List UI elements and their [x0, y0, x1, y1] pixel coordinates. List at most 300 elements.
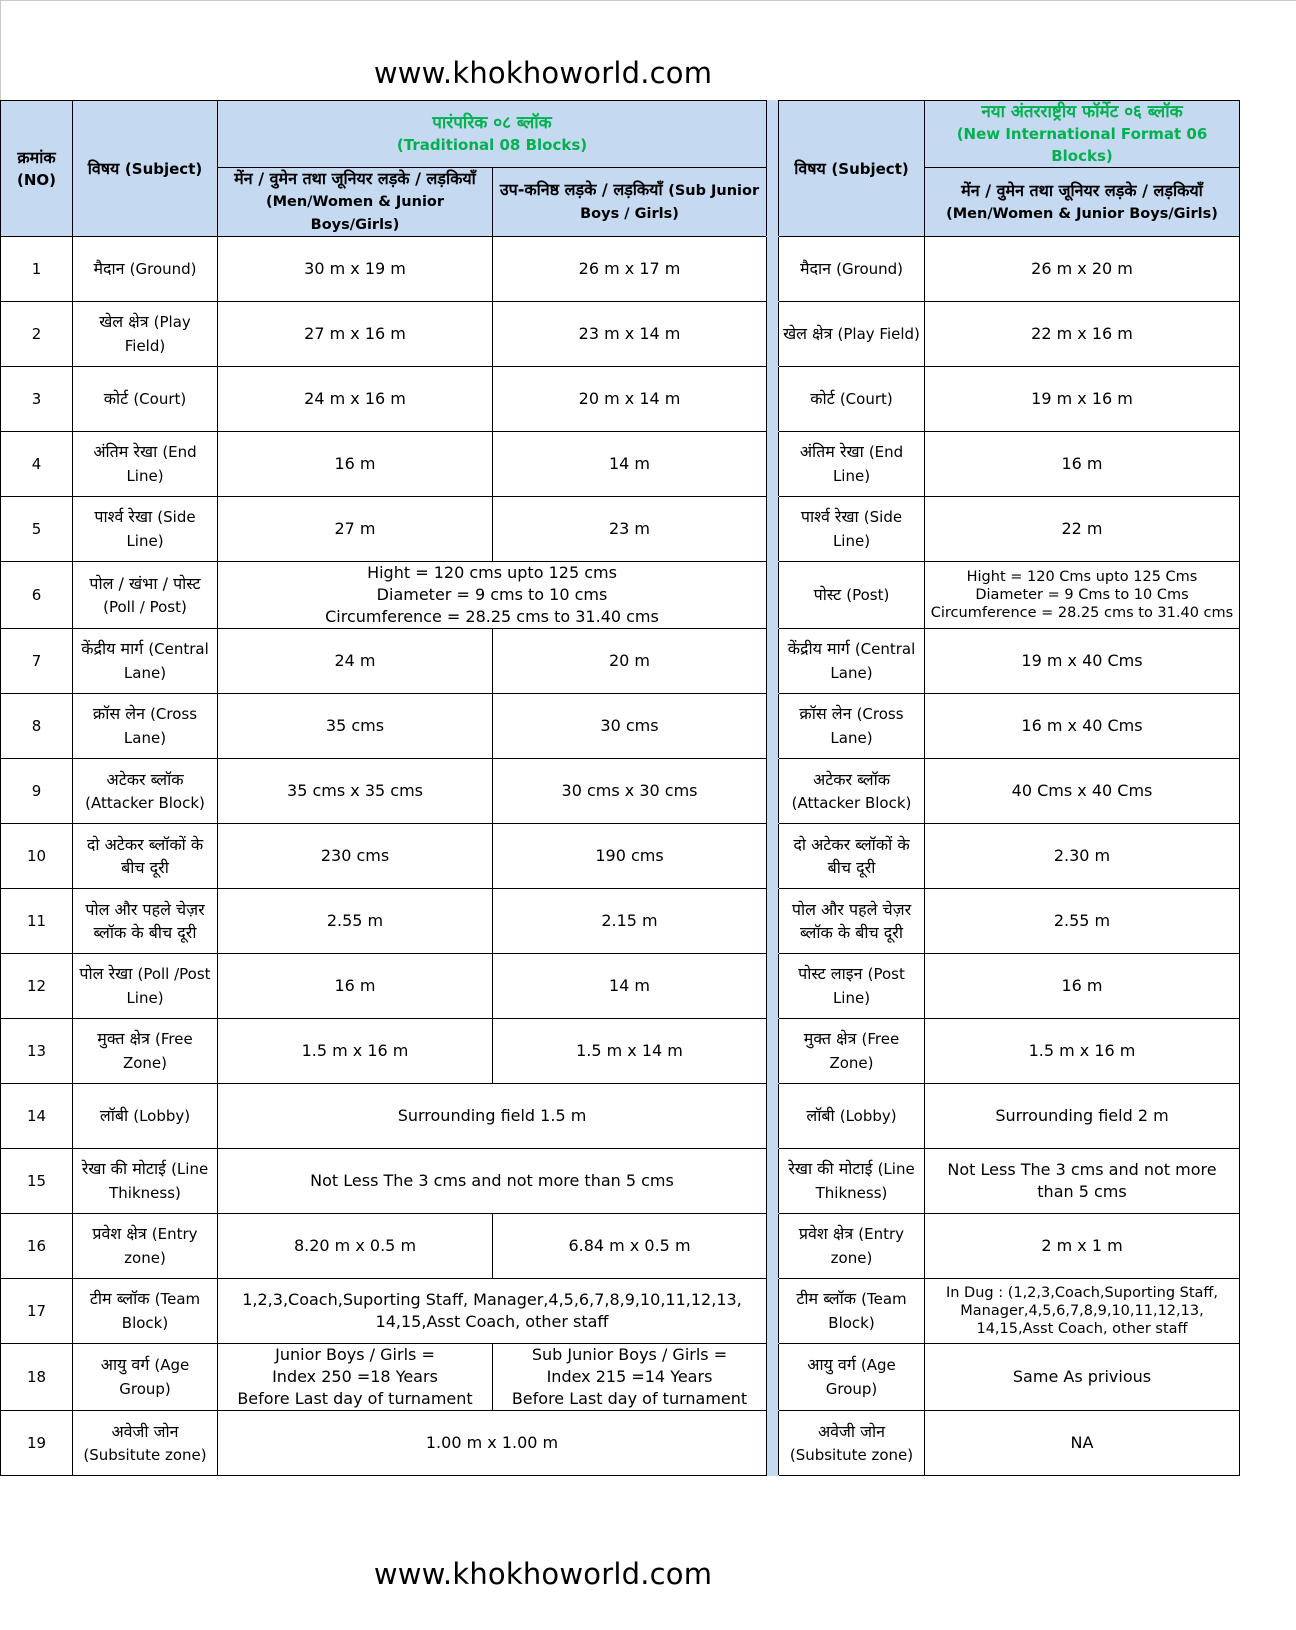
table-row: [1, 694, 1240, 759]
table-row: [1, 629, 1240, 694]
subject-english: (Line Thikness): [815, 1160, 915, 1202]
row-number-text: 16: [26, 1237, 47, 1255]
subject-english: (Age Group): [825, 1356, 896, 1398]
row-number: [1, 1084, 73, 1149]
subject-cell-2: [779, 694, 925, 759]
international-value: [925, 367, 1240, 432]
value-text: 190 cms: [595, 846, 664, 865]
subject-hindi: अटेकर ब्लॉक: [812, 769, 891, 789]
row-number: [1, 367, 73, 432]
international-value: [925, 1411, 1240, 1476]
subject-english: (End Line): [126, 443, 197, 485]
value-line: Manager,4,5,6,7,8,9,10,11,12,13,: [960, 1303, 1204, 1319]
traditional-subjunior-value: [493, 237, 767, 302]
value-line: 14,15,Asst Coach, other staff: [976, 1321, 1188, 1337]
traditional-subjunior-value: [493, 759, 767, 824]
kho-kho-comparison-table: [0, 100, 1240, 1476]
top-border: [0, 0, 1296, 1]
column-separator: [767, 824, 779, 889]
subject-cell-2: [779, 562, 925, 629]
international-value: [925, 889, 1240, 954]
header-traditional-hi: पारंपरिक ०८ ब्लॉक: [432, 113, 552, 133]
header-traditional: [218, 101, 767, 168]
international-value: [925, 497, 1240, 562]
subject-english: (Lobby): [839, 1107, 897, 1125]
value-text: 20 m x 14 m: [578, 389, 681, 408]
value-line: Circumference = 28.25 cms to 31.40 cms: [325, 607, 659, 626]
column-separator: [767, 432, 779, 497]
subject-english: (Attacker Block): [791, 793, 912, 812]
traditional-subjunior-value: [493, 694, 767, 759]
column-separator: [767, 562, 779, 629]
table-row: [1, 759, 1240, 824]
subject-cell: [73, 1411, 218, 1476]
subject-english: (Ground): [836, 260, 904, 278]
header-international-hi: नया अंतरराष्ट्रीय फॉर्मेट ०६ ब्लॉक: [981, 102, 1183, 122]
column-separator: [767, 954, 779, 1019]
row-number-text: 12: [26, 977, 47, 995]
subject-english: (Poll /Post Line): [126, 965, 211, 1007]
row-number-text: 13: [26, 1042, 47, 1060]
subject-hindi: केंद्रीय मार्ग: [787, 639, 850, 658]
subject-english: (Central Lane): [830, 640, 916, 682]
row-number-text: 2: [31, 325, 42, 343]
subject-cell-2: [779, 824, 925, 889]
header-intl-col: [925, 168, 1240, 237]
value-text: 19 m x 16 m: [1031, 389, 1133, 408]
value-line: Index 250 =18 Years: [272, 1367, 438, 1386]
row-number: [1, 694, 73, 759]
value-text: 2.30 m: [1053, 846, 1111, 865]
subject-hindi: रेखा की मोटाई: [788, 1159, 873, 1178]
column-separator: [767, 1149, 779, 1214]
row-number-text: 18: [26, 1368, 47, 1386]
column-separator: [767, 1084, 779, 1149]
traditional-senior-value: [218, 1344, 493, 1411]
table-row: [1, 1019, 1240, 1084]
row-number: [1, 237, 73, 302]
traditional-value-merged: [218, 1084, 767, 1149]
row-number-text: 14: [26, 1107, 47, 1125]
subject-hindi: खेल क्षेत्र: [99, 312, 149, 331]
traditional-value-merged: [218, 562, 767, 629]
subject-hindi: अंतिम रेखा: [799, 442, 864, 461]
value-text: 8.20 m x 0.5 m: [293, 1236, 417, 1255]
row-number: [1, 1279, 73, 1344]
subject-cell-2: [779, 497, 925, 562]
header-trad-col2-en: (Sub Junior Boys / Girls): [580, 183, 760, 222]
header-trad-col2-hi: उप-कनिष्ठ लड़के / लड़कियाँ: [499, 180, 663, 199]
international-value: [925, 1084, 1240, 1149]
subject-cell-2: [779, 432, 925, 497]
subject-hindi: पार्श्व रेखा: [94, 507, 153, 526]
traditional-senior-value: [218, 432, 493, 497]
international-value: [925, 824, 1240, 889]
subject-hindi: आयु वर्ग: [100, 1355, 150, 1374]
row-number: [1, 889, 73, 954]
value-line: 14,15,Asst Coach, other staff: [375, 1312, 609, 1331]
header-subject-2: [779, 101, 925, 237]
traditional-subjunior-value: [493, 302, 767, 367]
subject-hindi: खेल क्षेत्र: [783, 324, 833, 343]
row-number-text: 4: [31, 455, 42, 473]
traditional-subjunior-value: [493, 889, 767, 954]
column-separator: [767, 237, 779, 302]
subject-cell: [73, 1084, 218, 1149]
value-text: 40 Cms x 40 Cms: [1011, 781, 1153, 800]
subject-english: (Play Field): [837, 325, 920, 343]
value-line: Hight = 120 Cms upto 125 Cms: [966, 569, 1198, 585]
traditional-subjunior-value: [493, 432, 767, 497]
international-value: [925, 1344, 1240, 1411]
table-row: [1, 562, 1240, 629]
subject-english: (Court): [133, 390, 187, 408]
subject-english: (Ground): [129, 260, 197, 278]
value-text: 16 m: [334, 976, 376, 995]
row-number: [1, 432, 73, 497]
subject-hindi: टीम ब्लॉक: [796, 1289, 857, 1308]
traditional-senior-value: [218, 497, 493, 562]
row-number-text: 17: [26, 1302, 47, 1320]
header-traditional-en: (Traditional 08 Blocks): [396, 136, 588, 154]
subject-hindi: पोल और पहले चेज़र ब्लॉक के बीच दूरी: [791, 900, 912, 942]
traditional-senior-value: [218, 302, 493, 367]
subject-hindi: अंतिम रेखा: [93, 442, 158, 461]
row-number: [1, 1019, 73, 1084]
subject-cell-2: [779, 954, 925, 1019]
value-text: 2.15 m: [601, 911, 658, 930]
subject-cell: [73, 497, 218, 562]
subject-english: (Lobby): [133, 1107, 191, 1125]
subject-english: (Central Lane): [123, 640, 209, 682]
value-text: Surrounding field 2 m: [995, 1106, 1169, 1125]
subject-cell: [73, 302, 218, 367]
row-number: [1, 302, 73, 367]
traditional-subjunior-value: [493, 1019, 767, 1084]
value-text: 24 m: [334, 651, 376, 670]
subject-cell: [73, 562, 218, 629]
traditional-subjunior-value: [493, 367, 767, 432]
row-number: [1, 562, 73, 629]
row-number-text: 10: [26, 847, 47, 865]
subject-cell-2: [779, 1411, 925, 1476]
international-value: [925, 237, 1240, 302]
value-text: 1.5 m x 16 m: [1028, 1041, 1136, 1060]
subject-hindi: केंद्रीय मार्ग: [81, 639, 144, 658]
table-row: [1, 1279, 1240, 1344]
column-separator: [767, 1214, 779, 1279]
value-line: 1.00 m x 1.00 m: [425, 1433, 559, 1452]
subject-english: (Attacker Block): [85, 793, 205, 812]
value-text: 14 m: [608, 454, 651, 473]
subject-hindi: पोल / खंभा / पोस्ट: [89, 573, 201, 593]
subject-cell-2: [779, 1019, 925, 1084]
traditional-senior-value: [218, 954, 493, 1019]
row-number-text: 8: [31, 717, 42, 735]
value-text: 22 m: [1061, 519, 1103, 538]
value-text: 35 cms: [325, 716, 385, 735]
table-body: [1, 237, 1240, 1476]
header-international-en: (New International Format 06 Blocks): [956, 125, 1208, 165]
subject-hindi: पोस्ट: [813, 585, 842, 604]
value-text: 6.84 m x 0.5 m: [568, 1236, 691, 1255]
subject-english: (Entry zone): [830, 1225, 905, 1267]
row-number-text: 5: [31, 520, 42, 538]
subject-hindi: पोल और पहले चेज़र ब्लॉक के बीच दूरी: [85, 900, 205, 942]
table-row: [1, 497, 1240, 562]
subject-english: (Team Block): [828, 1290, 907, 1332]
subject-cell: [73, 237, 218, 302]
international-value: [925, 629, 1240, 694]
traditional-subjunior-value: [493, 1214, 767, 1279]
value-text: 23 m: [608, 519, 651, 538]
subject-cell: [73, 629, 218, 694]
subject-hindi: लॉबी: [99, 1106, 129, 1125]
value-text: 19 m x 40 Cms: [1021, 651, 1143, 670]
website-footer: www.khokhoworld.com: [373, 1557, 713, 1591]
subject-english: (Free Zone): [829, 1030, 900, 1072]
column-separator: [767, 367, 779, 432]
subject-cell: [73, 759, 218, 824]
row-number-text: 15: [26, 1172, 47, 1190]
subject-cell-2: [779, 237, 925, 302]
value-text: NA: [1070, 1433, 1094, 1452]
traditional-senior-value: [218, 1214, 493, 1279]
header-intl-col-hi: मेंन / वुमेन तथा जूनियर लड़के / लड़कियाँ: [961, 180, 1203, 200]
subject-hindi: क्रॉस लेन: [92, 704, 145, 723]
value-text: 30 m x 19 m: [304, 259, 406, 278]
subject-english: (Side Line): [832, 508, 903, 550]
table-row: [1, 889, 1240, 954]
subject-cell: [73, 1214, 218, 1279]
row-number: [1, 497, 73, 562]
traditional-value-merged: [218, 1411, 767, 1476]
traditional-senior-value: [218, 824, 493, 889]
subject-english: (Subsitute zone): [789, 1445, 914, 1464]
value-text: 20 m: [608, 651, 651, 670]
row-number-text: 11: [26, 912, 47, 930]
subject-hindi: मैदान: [93, 259, 125, 278]
value-text: 2.55 m: [326, 911, 384, 930]
subject-hindi: मुक्त क्षेत्र: [803, 1029, 857, 1048]
traditional-subjunior-value: [493, 954, 767, 1019]
value-text: 1.5 m x 16 m: [301, 1041, 409, 1060]
subject-english: (Line Thikness): [109, 1160, 209, 1202]
table-row: [1, 1084, 1240, 1149]
traditional-subjunior-value: [493, 629, 767, 694]
header-subject: [73, 101, 218, 237]
subject-hindi: पोस्ट लाइन: [798, 964, 863, 983]
value-text: 16 m x 40 Cms: [1021, 716, 1143, 735]
subject-english: (Subsitute zone): [83, 1445, 207, 1464]
subject-english: (Post): [846, 586, 890, 604]
international-value: [925, 562, 1240, 629]
subject-hindi: लॉबी: [806, 1106, 835, 1125]
website-header: www.khokhoworld.com: [373, 56, 713, 90]
value-text: 24 m x 16 m: [304, 389, 406, 408]
value-line: Circumference = 28.25 cms to 31.40 cms: [930, 605, 1234, 621]
header-no-hi: क्रमांक: [17, 147, 56, 167]
subject-cell: [73, 1279, 218, 1344]
table-row: [1, 954, 1240, 1019]
subject-hindi: प्रवेश क्षेत्र: [92, 1224, 147, 1243]
traditional-senior-value: [218, 1019, 493, 1084]
column-separator: [767, 759, 779, 824]
international-value: [925, 302, 1240, 367]
subject-cell-2: [779, 629, 925, 694]
value-line: Before Last day of turnament: [237, 1389, 473, 1408]
traditional-senior-value: [218, 629, 493, 694]
subject-english: (Cross Lane): [830, 705, 904, 747]
traditional-senior-value: [218, 759, 493, 824]
subject-cell-2: [779, 1214, 925, 1279]
value-line: Hight = 120 cms upto 125 cms: [367, 563, 617, 582]
value-text: 230 cms: [320, 846, 390, 865]
table-row: [1, 1411, 1240, 1476]
traditional-value-merged: [218, 1279, 767, 1344]
subject-cell-2: [779, 1344, 925, 1411]
row-number: [1, 629, 73, 694]
subject-hindi: अवेजी जोन: [111, 1421, 179, 1441]
header-subject-en: (Subject): [124, 159, 203, 178]
value-line: Surrounding field 1.5 m: [397, 1106, 587, 1125]
row-number: [1, 1344, 73, 1411]
traditional-value-merged: [218, 1149, 767, 1214]
subject-cell: [73, 824, 218, 889]
value-text: 22 m x 16 m: [1031, 324, 1133, 343]
subject-hindi: अटेकर ब्लॉक: [106, 769, 184, 789]
header-trad-col1-en: (Men/Women & Junior Boys/Girls): [265, 194, 445, 233]
value-text: 23 m x 14 m: [578, 324, 681, 343]
subject-hindi: आयु वर्ग: [807, 1355, 856, 1374]
subject-english: (Play Field): [124, 313, 191, 355]
value-text: 16 m: [1061, 976, 1103, 995]
table-row: [1, 1344, 1240, 1411]
international-value: [925, 694, 1240, 759]
subject-cell-2: [779, 1149, 925, 1214]
column-separator: [767, 101, 779, 237]
value-line: Index 215 =14 Years: [546, 1367, 713, 1386]
column-separator: [767, 1411, 779, 1476]
table-row: [1, 432, 1240, 497]
row-number: [1, 824, 73, 889]
value-text: 35 cms x 35 cms: [287, 781, 423, 800]
value-line: Diameter = 9 Cms to 10 Cms: [975, 587, 1189, 603]
value-text: 16 m: [1061, 454, 1103, 473]
header-subject2-en: (Subject): [831, 159, 909, 178]
column-separator: [767, 302, 779, 367]
value-text: 1.5 m x 14 m: [576, 1041, 683, 1060]
row-number-text: 9: [31, 782, 42, 800]
subject-hindi: अवेजी जोन: [817, 1421, 886, 1441]
column-separator: [767, 694, 779, 759]
value-line: Sub Junior Boys / Girls =: [531, 1345, 728, 1364]
international-value: [925, 1214, 1240, 1279]
subject-cell-2: [779, 889, 925, 954]
subject-cell: [73, 1019, 218, 1084]
subject-english: (End Line): [832, 443, 904, 485]
international-value: [925, 1019, 1240, 1084]
subject-hindi: रेखा की मोटाई: [81, 1159, 166, 1178]
subject-hindi: पोल रेखा: [79, 964, 133, 983]
value-line: 1,2,3,Coach,Suporting Staff, Manager,4,5,6,7,8,9,10,11,12,13,: [242, 1290, 742, 1309]
table-row: [1, 302, 1240, 367]
table-row: [1, 824, 1240, 889]
value-text: 27 m: [334, 519, 376, 538]
header-subject2-hi: विषय: [794, 158, 826, 178]
subject-hindi: पार्श्व रेखा: [800, 507, 859, 526]
value-text: 2 m x 1 m: [1041, 1236, 1123, 1255]
value-text: 30 cms x 30 cms: [561, 781, 698, 800]
subject-hindi: प्रवेश क्षेत्र: [798, 1224, 854, 1243]
header-trad-col2: [493, 168, 767, 237]
international-value: [925, 954, 1240, 1019]
value-text: 16 m: [334, 454, 376, 473]
subject-hindi: दो अटेकर ब्लॉकों के बीच दूरी: [793, 835, 910, 877]
traditional-senior-value: [218, 889, 493, 954]
value-text: 26 m x 17 m: [578, 259, 681, 278]
traditional-senior-value: [218, 237, 493, 302]
value-line: Junior Boys / Girls =: [275, 1345, 435, 1364]
subject-cell-2: [779, 759, 925, 824]
traditional-subjunior-value: [493, 497, 767, 562]
subject-cell: [73, 432, 218, 497]
table-row: [1, 1149, 1240, 1214]
subject-english: (Court): [839, 390, 893, 408]
header-no-en: (NO): [16, 170, 57, 189]
header-trad-col1: [218, 168, 493, 237]
column-separator: [767, 497, 779, 562]
subject-english: (Side Line): [126, 508, 196, 550]
value-text: 2.55 m: [1053, 911, 1111, 930]
subject-cell: [73, 694, 218, 759]
traditional-senior-value: [218, 367, 493, 432]
value-text: 26 m x 20 m: [1031, 259, 1133, 278]
value-line: In Dug : (1,2,3,Coach,Suporting Staff,: [945, 1285, 1219, 1301]
table-row: [1, 1214, 1240, 1279]
subject-english: (Age Group): [119, 1356, 190, 1398]
subject-hindi: मुक्त क्षेत्र: [97, 1029, 150, 1048]
row-number: [1, 954, 73, 1019]
international-value: [925, 432, 1240, 497]
row-number: [1, 1149, 73, 1214]
row-number-text: 7: [31, 652, 42, 670]
column-separator: [767, 889, 779, 954]
traditional-subjunior-value: [493, 1344, 767, 1411]
table-row: [1, 237, 1240, 302]
column-separator: [767, 1279, 779, 1344]
row-number-text: 19: [26, 1434, 47, 1452]
subject-cell-2: [779, 1279, 925, 1344]
value-line: Not Less The 3 cms and not more than 5 cms: [310, 1171, 674, 1190]
subject-hindi: क्रॉस लेन: [799, 704, 852, 723]
international-value: [925, 1279, 1240, 1344]
international-value: [925, 1149, 1240, 1214]
row-number-text: 1: [31, 260, 42, 278]
column-separator: [767, 1019, 779, 1084]
subject-hindi: दो अटेकर ब्लॉकों के बीच दूरी: [86, 835, 204, 877]
value-text: 27 m x 16 m: [304, 324, 406, 343]
subject-cell: [73, 367, 218, 432]
column-separator: [767, 629, 779, 694]
subject-cell: [73, 954, 218, 1019]
header-international: [925, 101, 1240, 168]
value-text: Not Less The 3 cms and not more than 5 cms: [947, 1160, 1217, 1201]
header-trad-col1-hi: मेंन / वुमेन तथा जूनियर लड़के / लड़कियाँ: [234, 169, 476, 188]
subject-english: (Free Zone): [122, 1030, 193, 1072]
header-subject-hi: विषय: [87, 158, 120, 178]
subject-cell: [73, 1344, 218, 1411]
